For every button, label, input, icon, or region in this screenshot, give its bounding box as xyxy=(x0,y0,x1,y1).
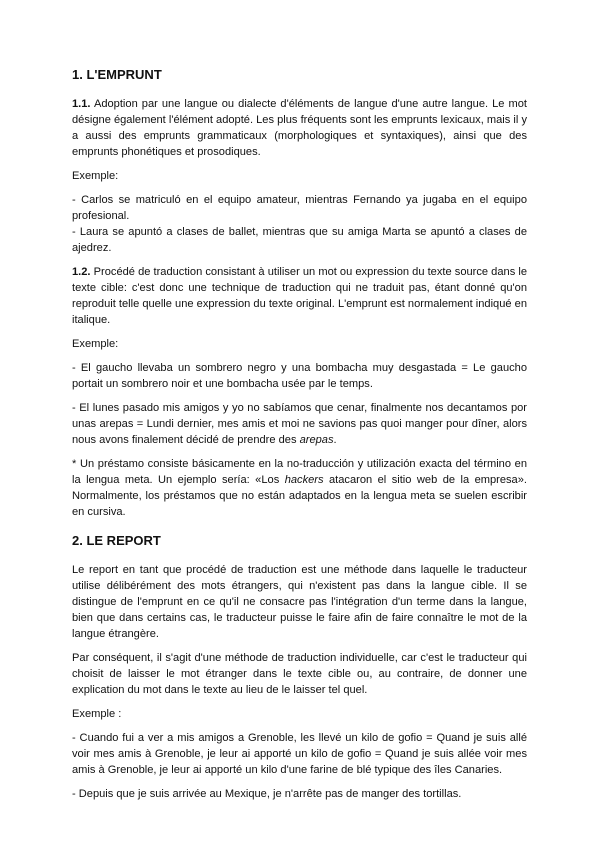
section-1-heading: 1. L'EMPRUNT xyxy=(72,67,162,82)
example-2-para-2-main: - El lunes pasado mis amigos y yo no sabíamos que cenar, finalmente nos decantamos por unas arepas = Lundi dernier, mes amis et moi ne savions pas quoi manger pour dîner, alors nous avons finalement décidé de prendre des xyxy=(72,402,527,446)
loan-note xyxy=(72,456,527,520)
example-1-line-2: - Laura se apuntó a clases de ballet, mientras que su amiga Marta se apuntó a clases de ajedrez. xyxy=(72,226,527,254)
report-example-2: - Depuis que je suis arrivée au Mexique, je n'arrête pas de manger des tortillas. xyxy=(72,788,462,800)
report-example-label: Exemple : xyxy=(72,708,122,720)
report-para-1: Le report en tant que procédé de traduction est une méthode dans laquelle le traducteur utilise délibérément des mots étrangers, qui n'existent pas dans la langue cible. Il se distingue de l'emprunt en ce qu'il ne consacre pas l'intégration d'un terme dans la langue, bien que dans certains cas, le traducteur puisse le faire afin de faire connaître le mot de la langue étrangère. xyxy=(72,564,527,640)
report-para-2: Par conséquent, il s'agit d'une méthode de traduction individuelle, car c'est le traducteur qui choisit de laisser le mot étranger dans le texte cible ou, au contraire, de donner une explication du mot dans le texte au lieu de le laisser tel quel. xyxy=(72,652,527,696)
example-2-para-2-end: . xyxy=(333,434,337,446)
example-1-line-1: - Carlos se matriculó en el equipo amateur, mientras Fernando ya jugaba en el equipo profesional. xyxy=(72,194,527,222)
example-2-para-2 xyxy=(72,400,527,448)
loan-note-italic: hackers xyxy=(284,474,324,486)
definition-1-1-number: 1.1. xyxy=(72,98,91,110)
example-2-para-1: - El gaucho llevaba un sombrero negro y una bombacha muy desgastada = Le gaucho portait un sombrero noir et une bombacha usée par le temps. xyxy=(72,362,527,390)
document-content xyxy=(72,66,527,810)
definition-1-2 xyxy=(72,264,527,328)
example-2-para-2-italic: arepas xyxy=(299,434,334,446)
definition-1-1-text: Adoption par une langue ou dialecte d'éléments de langue d'une autre langue. Le mot désigne également l'élément adopté. Les plus fréquents sont les emprunts lexicaux, mais il y a aussi des emprunts grammaticaux (morphologiques et syntaxiques), ainsi que des emprunts phonétiques et prosodiques. xyxy=(72,98,527,158)
example-label-2: Exemple: xyxy=(72,338,119,350)
loan-note-start: * Un préstamo consiste básicamente en la no-traducción y utilización exacta del término en la lengua meta. Un ejemplo sería: «Los xyxy=(72,458,527,486)
definition-1-1 xyxy=(72,96,527,160)
section-2-heading: 2. LE REPORT xyxy=(72,533,161,548)
definition-1-2-text: Procédé de traduction consistant à utiliser un mot ou expression du texte source dans le texte cible: c'est donc une technique de traduction qui ne traduit pas, étant donné qu'on reproduit telle quelle une expression du texte original. L'emprunt est normalement indiqué en italique. xyxy=(72,266,527,326)
definition-1-2-number: 1.2. xyxy=(72,266,91,278)
report-example-1: - Cuando fui a ver a mis amigos a Grenoble, les llevé un kilo de gofio = Quand je suis allé voir mes amis à Grenoble, je leur ai apporté un kilo de gofio = Quand je suis allée voir mes amis à Grenoble, je leur ai apporté un kilo d'une farine de blé typique des îles Canaries. xyxy=(72,732,527,776)
example-label-1: Exemple: xyxy=(72,170,119,182)
loan-note-end: atacaron el sitio web de la empresa». Normalmente, los préstamos que no están adaptados en la lengua meta se suelen escribir en cursiva. xyxy=(72,474,527,518)
